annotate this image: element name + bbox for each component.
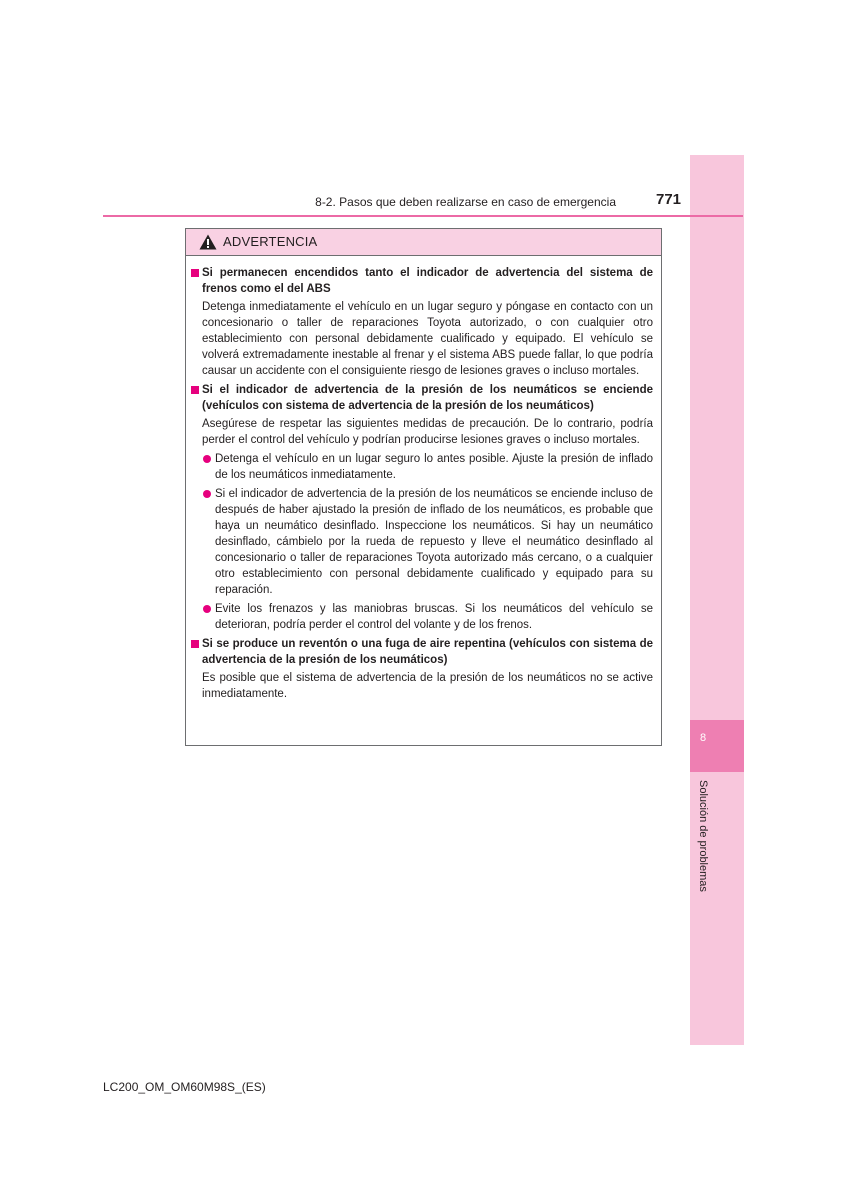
square-bullet-icon <box>191 386 199 394</box>
chapter-number-tab <box>690 720 744 772</box>
chapter-title: Solución de problemas <box>697 780 709 892</box>
bullet-item: Evite los frenazos y las maniobras bruscas. Si los neumáticos del vehículo se deterioran, podría perder el control del volante y de los frenos. <box>190 601 653 633</box>
header-divider <box>103 215 743 217</box>
warning-item <box>190 382 653 633</box>
item-heading: Si se produce un reventón o una fuga de aire repentina (vehículos con sistema de advertencia de la presión de los neumáticos) <box>190 636 653 668</box>
warning-header <box>186 229 661 256</box>
warning-item <box>190 265 653 379</box>
round-bullet-icon <box>203 490 211 498</box>
chapter-number: 8 <box>700 732 707 744</box>
warning-item <box>190 636 653 702</box>
round-bullet-icon <box>203 455 211 463</box>
item-heading: Si permanecen encendidos tanto el indicador de advertencia del sistema de frenos como el del ABS <box>190 265 653 297</box>
section-title: 8-2. Pasos que deben realizarse en caso de emergencia <box>315 195 616 209</box>
item-heading: Si el indicador de advertencia de la presión de los neumáticos se enciende (vehículos con sistema de advertencia de la presión de los neumáticos) <box>190 382 653 414</box>
document-code: LC200_OM_OM60M98S_(ES) <box>103 1080 266 1094</box>
warning-body <box>186 256 661 702</box>
item-text: Detenga inmediatamente el vehículo en un lugar seguro y póngase en contacto con un concesionario o taller de reparaciones Toyota autorizado, o con cualquier otro establecimiento con personal debidamente cualificado y equipado. El vehículo se volverá extremadamente inestable al frenar y el sistema ABS puede fallar, lo que podría causar un accidente con el consiguiente riesgo de lesiones graves o incluso mortales. <box>202 301 653 377</box>
item-text: Es posible que el sistema de advertencia de la presión de los neumáticos no se active inmediatamente. <box>202 672 653 700</box>
warning-triangle-icon <box>199 234 217 250</box>
bullet-item: Si el indicador de advertencia de la presión de los neumáticos se enciende incluso de después de haber ajustado la presión de inflado de los neumáticos, es probable que haya un neumático desinflado. Inspeccione los neumáticos. Si hay un neumático desinflado, cámbielo por la rueda de repuesto y lleve el neumático desinflado al concesionario o taller de reparaciones Toyota autorizado más cercano, o a cualquier otro establecimiento con personal debidamente cualificado y equipado para su reparación. <box>190 486 653 598</box>
page-number: 771 <box>656 191 682 208</box>
warning-title: ADVERTENCIA <box>223 234 318 249</box>
round-bullet-icon <box>203 605 211 613</box>
square-bullet-icon <box>191 269 199 277</box>
bullet-item: Detenga el vehículo en un lugar seguro lo antes posible. Ajuste la presión de inflado de los neumáticos inmediatamente. <box>190 451 653 483</box>
square-bullet-icon <box>191 640 199 648</box>
item-text: Asegúrese de respetar las siguientes medidas de precaución. De lo contrario, podría perder el control del vehículo y podrían producirse lesiones graves o incluso mortales. <box>202 418 653 446</box>
warning-box <box>185 228 662 746</box>
chapter-side-tab <box>690 155 744 1045</box>
